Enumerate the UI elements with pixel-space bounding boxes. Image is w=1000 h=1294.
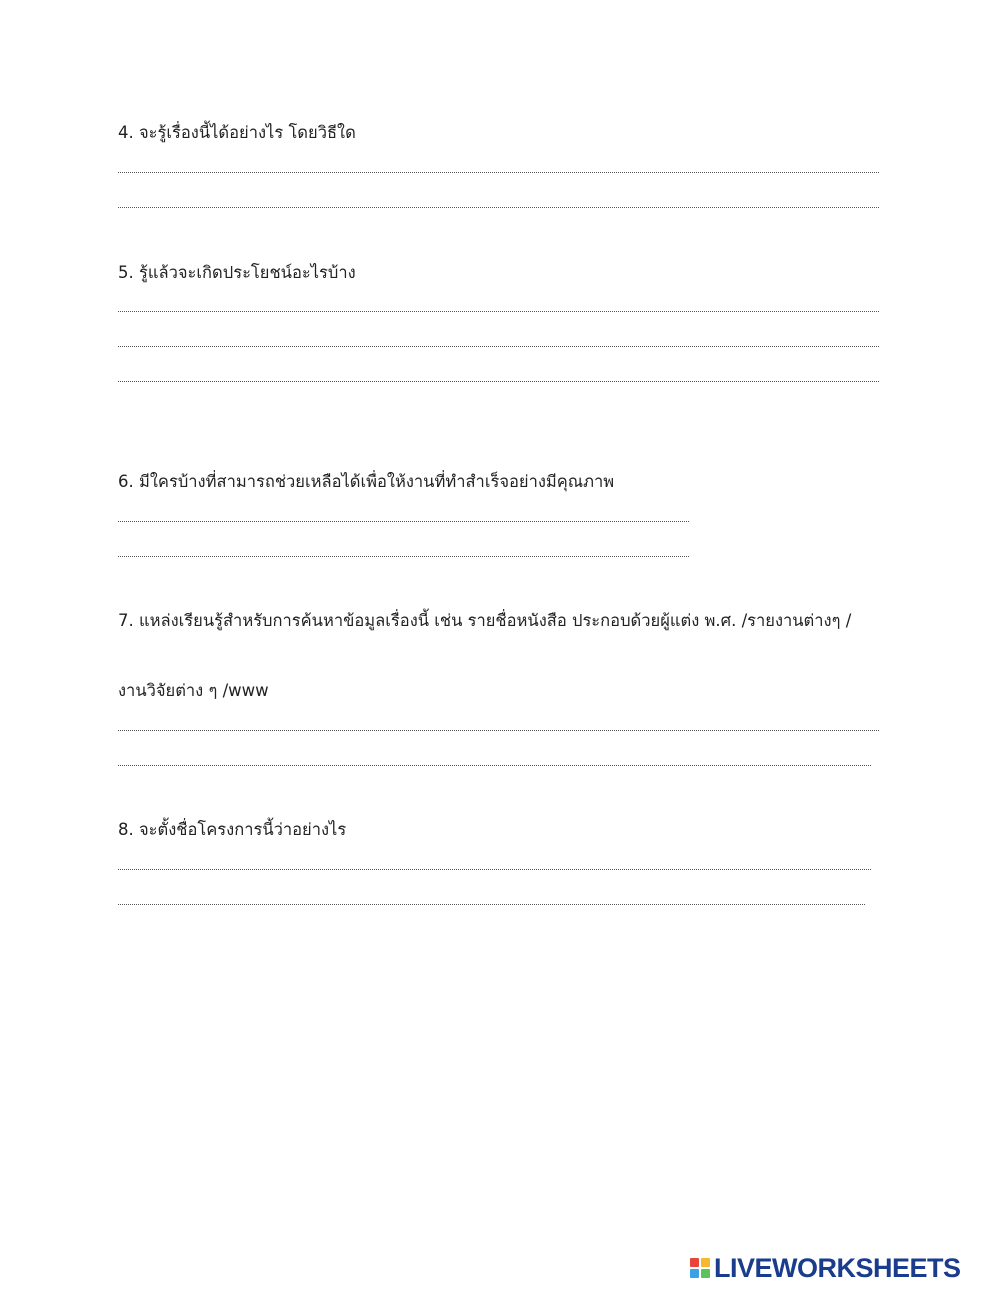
- answer-line[interactable]: [118, 765, 871, 766]
- answer-line[interactable]: [118, 869, 871, 870]
- answer-line[interactable]: [118, 172, 879, 173]
- answer-line[interactable]: [118, 346, 879, 347]
- liveworksheets-logo[interactable]: [690, 1253, 961, 1283]
- question-7-continuation: งานวิจัยต่าง ๆ /www: [118, 681, 269, 700]
- liveworksheets-logo-icon: [690, 1258, 710, 1278]
- answer-line[interactable]: [118, 311, 879, 312]
- answer-line[interactable]: [118, 730, 879, 731]
- answer-line[interactable]: [118, 556, 689, 557]
- answer-line[interactable]: [118, 521, 689, 522]
- question-4: 4. จะรู้เรื่องนี้ได้อย่างไร โดยวิธีใด: [118, 123, 356, 142]
- question-6: 6. มีใครบ้างที่สามารถช่วยเหลือได้เพื่อให้งานที่ทำสำเร็จอย่างมีคุณภาพ: [118, 472, 615, 491]
- answer-line[interactable]: [118, 207, 879, 208]
- question-7: 7. แหล่งเรียนรู้สำหรับการค้นหาข้อมูลเรื่องนี้ เช่น รายชื่อหนังสือ ประกอบด้วยผู้แต่ง พ.ศ. /รายงานต่างๆ /: [118, 611, 852, 630]
- question-5: 5. รู้แล้วจะเกิดประโยชน์อะไรบ้าง: [118, 263, 356, 282]
- answer-line[interactable]: [118, 381, 879, 382]
- answer-line[interactable]: [118, 904, 865, 905]
- logo-text: LIVEWORKSHEETS: [714, 1253, 961, 1283]
- question-8: 8. จะตั้งชื่อโครงการนี้ว่าอย่างไร: [118, 820, 347, 839]
